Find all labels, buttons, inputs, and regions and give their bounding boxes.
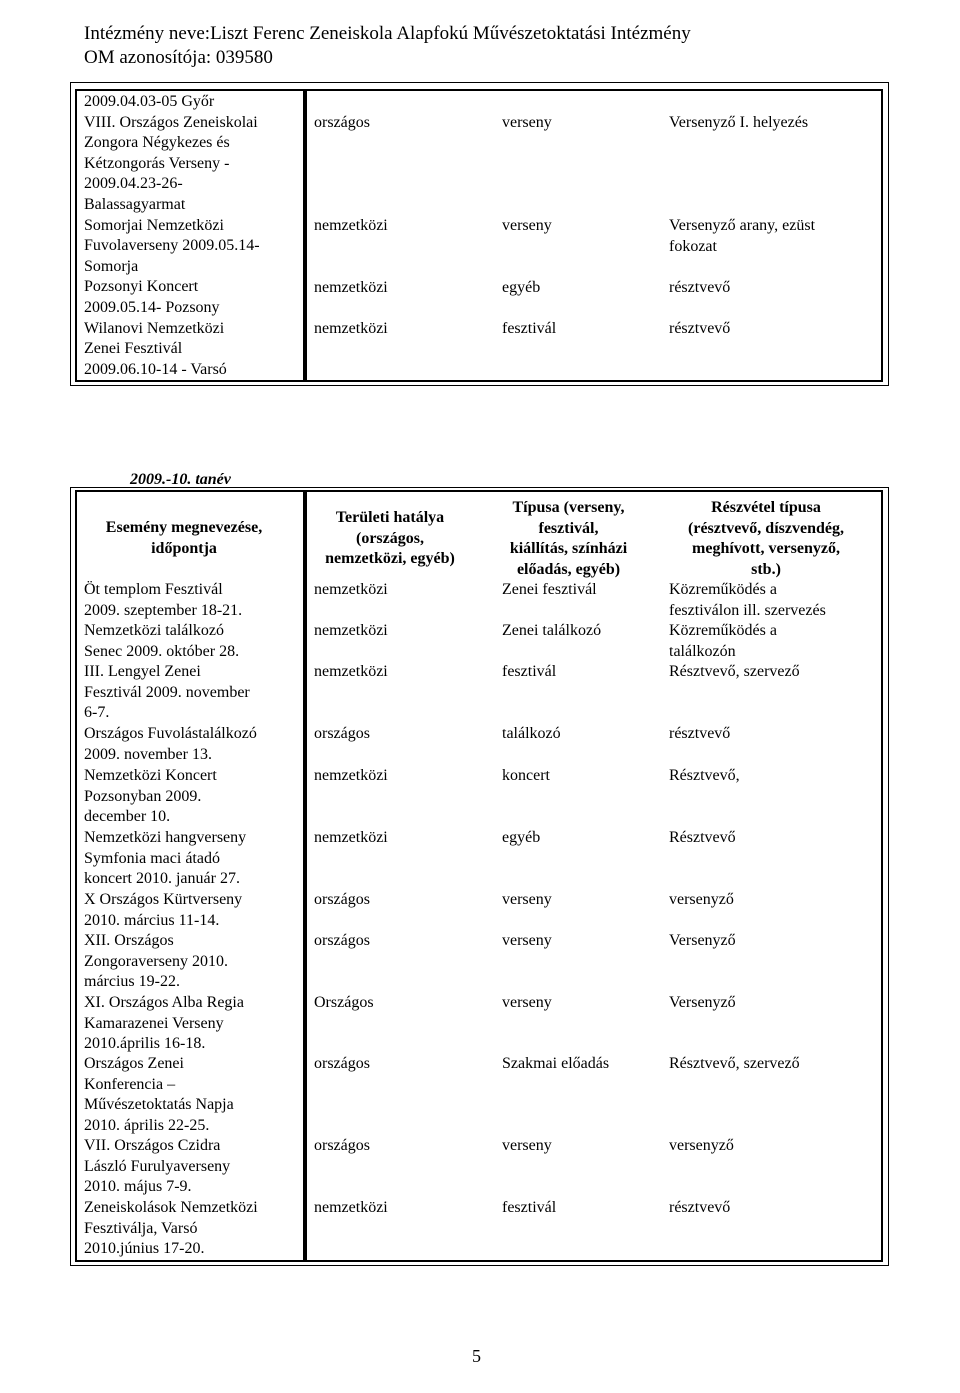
table2-scope: nemzetközi (314, 829, 388, 846)
table2-participation: versenyző (669, 891, 734, 908)
table2-participation: versenyző (669, 1137, 734, 1154)
table2-type: fesztivál (502, 1199, 557, 1216)
table1-scope: nemzetközi (314, 320, 388, 337)
school-year-label: 2009.-10. tanév (130, 471, 231, 488)
table1-type: verseny (502, 217, 552, 234)
table2-type: verseny (502, 932, 552, 949)
table2-scope: nemzetközi (314, 663, 388, 680)
table2-event: Országos Fuvolástalálkozó 2009. november 13. (84, 725, 257, 763)
table2-scope: országos (314, 891, 370, 908)
table2-type: fesztivál (502, 663, 557, 680)
table1-type: egyéb (502, 279, 541, 296)
table1-scope: nemzetközi (314, 217, 388, 234)
table2-participation: Résztvevő, szervező (669, 663, 800, 680)
column-header-type: Típusa (verseny, fesztivál, kiállítás, színházi előadás, egyéb) (509, 499, 628, 578)
table2-participation: résztvevő (669, 725, 731, 742)
table2-event: Nemzetközi Koncert Pozsonyban 2009. december 10. (84, 767, 217, 826)
table2-scope: nemzetközi (314, 1199, 388, 1216)
column-header-scope: Területi hatálya (országos, nemzetközi, egyéb) (325, 509, 455, 568)
table2-event: Nemzetközi találkozó Senec 2009. október 28. (84, 622, 240, 660)
table1-scope: nemzetközi (314, 279, 388, 296)
table1-participation: résztvevő (669, 320, 731, 337)
table2-scope: nemzetközi (314, 581, 388, 598)
table2-participation: résztvevő (669, 1199, 731, 1216)
institution-name: Intézmény neve:Liszt Ferenc Zeneiskola Alapfokú Művészetoktatási Intézmény (84, 23, 691, 44)
page-number: 5 (472, 1346, 481, 1366)
table2-type: verseny (502, 1137, 552, 1154)
table2-event: III. Lengyel Zenei Fesztivál 2009. november 6-7. (84, 663, 250, 722)
table2-participation: Résztvevő (669, 829, 736, 846)
table1-event: 2009.04.03-05 Győr VIII. Országos Zeneiskolai Zongora Négykezes és Kétzongorás Verseny - 2009.04.23-26- Balassagyarmat Somorjai Nemzetközi Fuvolaverseny 2009.05.14- Somorja Pozsonyi Koncert 2009.05.14- Pozsony Wilanovi Nemzetközi Zenei Fesztivál 2009.06.10-14 - Varsó (84, 93, 260, 378)
table2-participation: Résztvevő, (669, 767, 740, 784)
table2-participation: Közreműködés a fesztiválon ill. szervezés (669, 581, 826, 619)
om-identifier: OM azonosítója: 039580 (84, 47, 273, 68)
table2-type: verseny (502, 994, 552, 1011)
table2-type: Zenei fesztivál (502, 581, 597, 598)
table2-event: XI. Országos Alba Regia Kamarazenei Verseny 2010.április 16-18. (84, 994, 244, 1053)
table2-event: Öt templom Fesztivál 2009. szeptember 18-21. (84, 581, 243, 619)
table1-participation: résztvevő (669, 279, 731, 296)
table2-event: XII. Országos Zongoraverseny 2010. március 19-22. (84, 932, 228, 991)
column-header-event: Esemény megnevezése, időpontja (105, 519, 263, 557)
table2-participation: Résztvevő, szervező (669, 1055, 800, 1072)
table2-event: Országos Zenei Konferencia – Művészetoktatás Napja 2010. április 22-25. (84, 1055, 234, 1134)
table1-scope: országos (314, 114, 370, 131)
table2-participation: Közreműködés a találkozón (669, 622, 777, 660)
table2-event: X Országos Kürtverseny 2010. március 11-14. (84, 891, 243, 929)
table2-scope: országos (314, 725, 370, 742)
table2-scope: nemzetközi (314, 767, 388, 784)
table2-event: Zeneiskolások Nemzetközi Fesztiválja, Varsó 2010.június 17-20. (84, 1199, 258, 1258)
table2-type: Zenei találkozó (502, 622, 602, 639)
table2-type: koncert (502, 767, 550, 784)
table2-scope: országos (314, 1055, 370, 1072)
table2-type: egyéb (502, 829, 541, 846)
table2-participation: Versenyző (669, 994, 736, 1011)
table2-type: verseny (502, 891, 552, 908)
table2-scope: nemzetközi (314, 622, 388, 639)
table2-participation: Versenyző (669, 932, 736, 949)
table1-participation: Versenyző I. helyezés (669, 114, 809, 131)
table1-type: verseny (502, 114, 552, 131)
table2-event: VII. Országos Czidra László Furulyaverseny 2010. május 7-9. (84, 1137, 231, 1196)
table1-participation: Versenyző arany, ezüst fokozat (669, 217, 816, 255)
table2-type: találkozó (502, 725, 561, 742)
table2-scope: Országos (314, 994, 374, 1011)
column-header-participation: Részvétel típusa (résztvevő, díszvendég, meghívott, versenyző, stb.) (688, 499, 844, 578)
table2-scope: országos (314, 1137, 370, 1154)
table2-scope: országos (314, 932, 370, 949)
table1-type: fesztivál (502, 320, 557, 337)
table2-event: Nemzetközi hangverseny Symfonia maci átadó koncert 2010. január 27. (84, 829, 247, 888)
table2-type: Szakmai előadás (502, 1055, 610, 1072)
